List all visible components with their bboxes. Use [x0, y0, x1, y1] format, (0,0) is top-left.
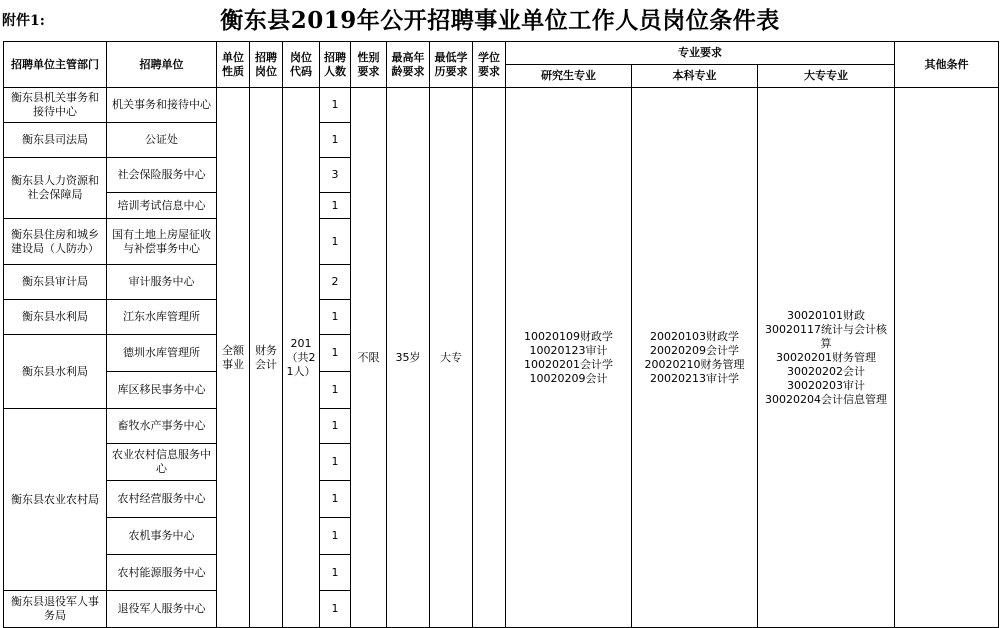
count-cell: 1 — [320, 591, 351, 628]
code-cell: 201（共21人） — [283, 88, 320, 628]
unit-cell: 库区移民事务中心 — [107, 372, 217, 409]
unit-cell: 农村经营服务中心 — [107, 481, 217, 518]
dept-cell: 衡东县农业农村局 — [4, 409, 107, 591]
dept-cell: 衡东县退役军人事务局 — [4, 591, 107, 628]
unit-cell: 公证处 — [107, 123, 217, 158]
dept-cell: 衡东县人力资源和社会保障局 — [4, 158, 107, 219]
header-position: 招聘岗位 — [250, 42, 283, 88]
header-count: 招聘人数 — [320, 42, 351, 88]
header-bach-major: 本科专业 — [632, 65, 758, 88]
gender-cell: 不限 — [351, 88, 387, 628]
unit-cell: 江东水库管理所 — [107, 300, 217, 335]
dept-cell: 衡东县水利局 — [4, 335, 107, 409]
count-cell: 3 — [320, 158, 351, 193]
header-dept: 招聘单位主管部门 — [4, 42, 107, 88]
attachment-label: 附件1: — [2, 13, 45, 29]
count-cell: 1 — [320, 123, 351, 158]
unit-cell: 农业农村信息服务中心 — [107, 444, 217, 481]
header-major: 专业要求 — [506, 42, 895, 65]
count-cell: 1 — [320, 409, 351, 444]
unit-cell: 退役军人服务中心 — [107, 591, 217, 628]
dept-cell: 衡东县水利局 — [4, 300, 107, 335]
unit-cell: 机关事务和接待中心 — [107, 88, 217, 123]
header-unit: 招聘单位 — [107, 42, 217, 88]
header-gender: 性别要求 — [351, 42, 387, 88]
unit-cell: 农机事务中心 — [107, 518, 217, 555]
max-age-cell: 35岁 — [387, 88, 430, 628]
count-cell: 2 — [320, 265, 351, 300]
header-unit-type: 单位性质 — [217, 42, 250, 88]
page-header — [0, 0, 1000, 40]
dept-cell: 衡东县司法局 — [4, 123, 107, 158]
dept-cell: 衡东县机关事务和接待中心 — [4, 88, 107, 123]
college-major-cell: 30020101财政 30020117统计与会计核算 30020201财务管理 30020202会计 30020203审计 30020204会计信息管理 — [758, 88, 895, 628]
count-cell: 1 — [320, 300, 351, 335]
unit-cell: 德圳水库管理所 — [107, 335, 217, 372]
count-cell: 1 — [320, 444, 351, 481]
unit-cell: 农村能源服务中心 — [107, 555, 217, 591]
degree-cell — [473, 88, 506, 628]
header-grad-major: 研究生专业 — [506, 65, 632, 88]
dept-cell: 衡东县审计局 — [4, 265, 107, 300]
header-degree: 学位要求 — [473, 42, 506, 88]
header-max-age: 最高年龄要求 — [387, 42, 430, 88]
positions-table — [3, 41, 999, 628]
count-cell: 1 — [320, 219, 351, 265]
unit-cell: 社会保险服务中心 — [107, 158, 217, 193]
count-cell: 1 — [320, 372, 351, 409]
header-code: 岗位代码 — [283, 42, 320, 88]
unit-cell: 畜牧水产事务中心 — [107, 409, 217, 444]
header-college-major: 大专专业 — [758, 65, 895, 88]
min-edu-cell: 大专 — [430, 88, 473, 628]
count-cell: 1 — [320, 88, 351, 123]
table-row — [4, 88, 999, 123]
unit-cell: 审计服务中心 — [107, 265, 217, 300]
other-cell — [895, 88, 999, 628]
grad-major-cell: 10020109财政学 10020123审计 10020201会计学 10020209会计 — [506, 88, 632, 628]
position-cell: 财务会计 — [250, 88, 283, 628]
count-cell: 1 — [320, 518, 351, 555]
unit-type-cell: 全额事业 — [217, 88, 250, 628]
dept-cell: 衡东县住房和城乡建设局（人防办） — [4, 219, 107, 265]
count-cell: 1 — [320, 555, 351, 591]
count-cell: 1 — [320, 335, 351, 372]
header-min-edu: 最低学历要求 — [430, 42, 473, 88]
unit-cell: 培训考试信息中心 — [107, 193, 217, 219]
header-other: 其他条件 — [895, 42, 999, 88]
page-title: 衡东县2019年公开招聘事业单位工作人员岗位条件表 — [220, 7, 780, 34]
count-cell: 1 — [320, 193, 351, 219]
count-cell: 1 — [320, 481, 351, 518]
unit-cell: 国有土地上房屋征收与补偿事务中心 — [107, 219, 217, 265]
bach-major-cell: 20020103财政学 20020209会计学 20020210财务管理 20020213审计学 — [632, 88, 758, 628]
